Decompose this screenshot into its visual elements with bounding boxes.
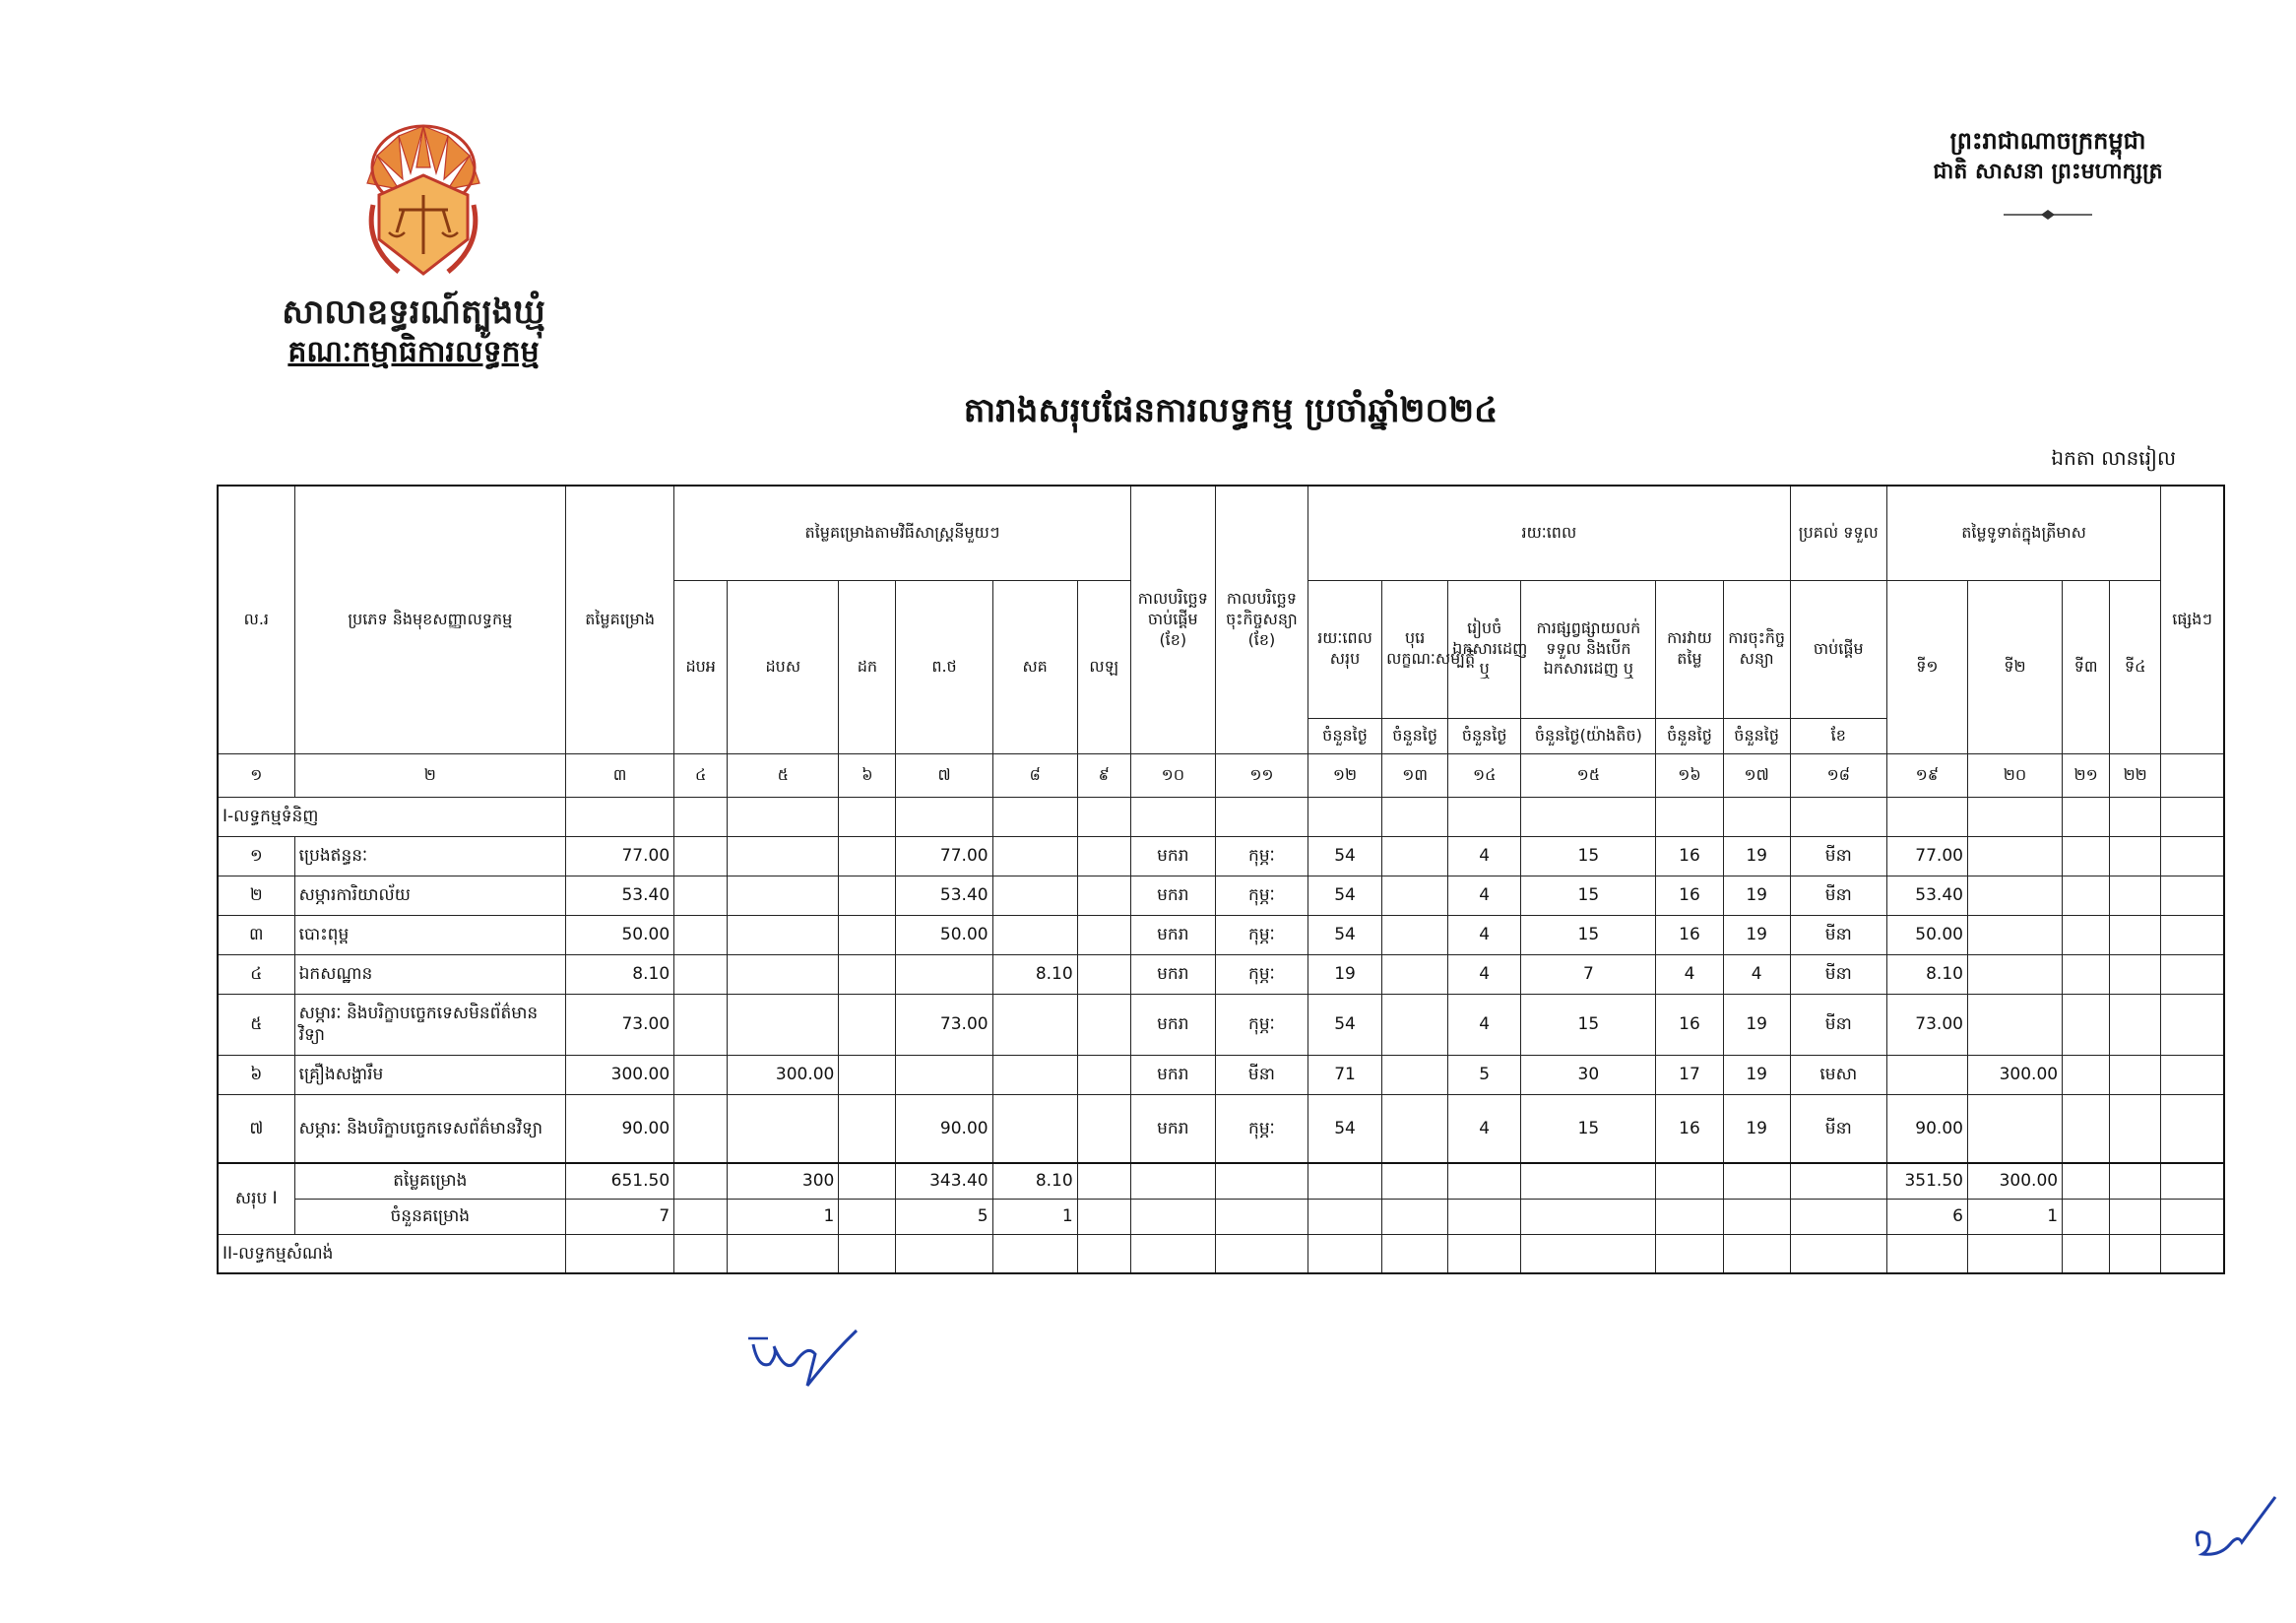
- quarter-value: [1967, 876, 2062, 915]
- start-month: មករា: [1130, 994, 1215, 1055]
- duration-days: 4: [1656, 954, 1723, 994]
- subtotal-price-method: 300: [728, 1163, 839, 1199]
- row-number: ៥: [218, 994, 294, 1055]
- col-header-unit: ចំនួនថ្ងៃ: [1448, 718, 1521, 753]
- quarter-value: 73.00: [1886, 994, 1967, 1055]
- col-header-method: សគ: [992, 580, 1077, 753]
- delivery-month: មីនា: [1790, 1094, 1886, 1163]
- col-number: ២១: [2063, 753, 2110, 797]
- col-number: ១១: [1215, 753, 1307, 797]
- start-month: មករា: [1130, 1094, 1215, 1163]
- duration-days: 15: [1521, 915, 1656, 954]
- col-header-duration: រយៈពេលសរុប: [1307, 580, 1381, 718]
- row-number: ១: [218, 836, 294, 876]
- col-header-method: ដបអ: [674, 580, 728, 753]
- contract-month: កុម្ភៈ: [1215, 994, 1307, 1055]
- quarter-value: [2110, 1094, 2161, 1163]
- duration-days: 54: [1307, 915, 1381, 954]
- method-value: [839, 1055, 896, 1094]
- method-value: [839, 994, 896, 1055]
- duration-days: 15: [1521, 836, 1656, 876]
- table-row: [218, 994, 2224, 1055]
- item-name: សម្ភារៈ និងបរិក្ខាបច្ចេកទេសព័ត៌មានវិទ្យា: [294, 1094, 565, 1163]
- start-month: មករា: [1130, 836, 1215, 876]
- method-value: [1077, 994, 1130, 1055]
- duration-days: [1382, 876, 1448, 915]
- duration-days: 4: [1448, 954, 1521, 994]
- table-row: [218, 1055, 2224, 1094]
- table-row: [218, 954, 2224, 994]
- col-header-est-price: តម្លៃគម្រោង: [566, 486, 674, 753]
- item-price: 77.00: [566, 836, 674, 876]
- method-value: [1077, 836, 1130, 876]
- duration-days: 5: [1448, 1055, 1521, 1094]
- contract-month: កុម្ភៈ: [1215, 836, 1307, 876]
- col-number: ១៦: [1656, 753, 1723, 797]
- quarter-value: [2063, 1094, 2110, 1163]
- item-name: ប្រេងឥន្ធនៈ: [294, 836, 565, 876]
- col-header-duration-group: រយៈពេល: [1307, 486, 1790, 580]
- quarter-value: [2110, 836, 2161, 876]
- duration-days: 16: [1656, 1094, 1723, 1163]
- col-header-unit: ចំនួនថ្ងៃ(យ៉ាងតិច): [1521, 718, 1656, 753]
- row-number: ២: [218, 876, 294, 915]
- method-value: [896, 1055, 992, 1094]
- col-number: ១២: [1307, 753, 1381, 797]
- subtotal-count-method: 5: [896, 1199, 992, 1234]
- subtotal-price-method: 8.10: [992, 1163, 1077, 1199]
- quarter-value: [1967, 954, 2062, 994]
- item-price: 53.40: [566, 876, 674, 915]
- quarter-value: 8.10: [1886, 954, 1967, 994]
- quarter-value: 50.00: [1886, 915, 1967, 954]
- duration-days: 30: [1521, 1055, 1656, 1094]
- org-name: សាលាឧទ្ធរណ៍ត្បូងឃ្មុំ: [282, 292, 545, 332]
- col-header-duration: ការផ្សព្វផ្សាយលក់ ទទួល និងបើកឯកសារដេញ ឬ: [1521, 580, 1656, 718]
- delivery-month: មីនា: [1790, 876, 1886, 915]
- quarter-value: [1967, 1094, 2062, 1163]
- duration-days: 17: [1656, 1055, 1723, 1094]
- method-value: [728, 954, 839, 994]
- duration-days: 16: [1656, 994, 1723, 1055]
- delivery-month: មីនា: [1790, 836, 1886, 876]
- contract-month: មីនា: [1215, 1055, 1307, 1094]
- method-value: [839, 1094, 896, 1163]
- subtotal-count-total: 7: [566, 1199, 674, 1234]
- col-number: ៤: [674, 753, 728, 797]
- subtotal-price-method: 343.40: [896, 1163, 992, 1199]
- row-number: ៧: [218, 1094, 294, 1163]
- item-price: 300.00: [566, 1055, 674, 1094]
- item-name: ឯកសណ្ឋាន: [294, 954, 565, 994]
- method-value: [839, 915, 896, 954]
- start-month: មករា: [1130, 876, 1215, 915]
- duration-days: 19: [1307, 954, 1381, 994]
- duration-days: 4: [1448, 1094, 1521, 1163]
- quarter-value: [2110, 915, 2161, 954]
- col-header-method: ព.ថ: [896, 580, 992, 753]
- subtotal-count-label: ចំនួនគម្រោង: [294, 1199, 565, 1234]
- duration-days: 16: [1656, 876, 1723, 915]
- method-value: [674, 836, 728, 876]
- col-header-method: លឡ: [1077, 580, 1130, 753]
- duration-days: 4: [1448, 876, 1521, 915]
- col-header-quarter: ទី៣: [2063, 580, 2110, 753]
- other-note: [2161, 876, 2224, 915]
- col-header-duration: រៀបចំឯកសារដេញ ឬ: [1448, 580, 1521, 718]
- duration-days: 19: [1723, 876, 1790, 915]
- delivery-month: មីនា: [1790, 915, 1886, 954]
- col-header-method: ដបស: [728, 580, 839, 753]
- col-number: ១០: [1130, 753, 1215, 797]
- method-value: 53.40: [896, 876, 992, 915]
- start-month: មករា: [1130, 915, 1215, 954]
- duration-days: [1382, 1094, 1448, 1163]
- duration-days: [1382, 915, 1448, 954]
- col-header-delivery-start: ចាប់ផ្តើម: [1790, 580, 1886, 718]
- contract-month: កុម្ភៈ: [1215, 1094, 1307, 1163]
- col-header-unit: ចំនួនថ្ងៃ: [1723, 718, 1790, 753]
- method-value: [839, 876, 896, 915]
- col-header-no: ល.រ: [218, 486, 294, 753]
- duration-days: 4: [1448, 836, 1521, 876]
- quarter-value: [2110, 876, 2161, 915]
- method-value: [1077, 876, 1130, 915]
- col-number: ១៧: [1723, 753, 1790, 797]
- quarter-value: 300.00: [1967, 1055, 2062, 1094]
- col-number: ២: [294, 753, 565, 797]
- duration-days: 16: [1656, 915, 1723, 954]
- quarter-value: 53.40: [1886, 876, 1967, 915]
- start-month: មករា: [1130, 1055, 1215, 1094]
- method-value: [992, 915, 1077, 954]
- col-header-unit: ចំនួនថ្ងៃ: [1382, 718, 1448, 753]
- row-number: ៣: [218, 915, 294, 954]
- col-number: ១៨: [1790, 753, 1886, 797]
- col-header-contract-time: កាលបរិច្ឆេទចុះកិច្ចសន្យា (ខែ): [1215, 486, 1307, 753]
- col-header-unit: ចំនួនថ្ងៃ: [1656, 718, 1723, 753]
- col-number: ៣: [566, 753, 674, 797]
- duration-days: 15: [1521, 876, 1656, 915]
- method-value: [728, 1094, 839, 1163]
- quarter-value: [2063, 876, 2110, 915]
- method-value: 73.00: [896, 994, 992, 1055]
- subtotal-count-quarter: 1: [1967, 1199, 2062, 1234]
- section-heading-goods: I-លទ្ធកម្មទំនិញ: [218, 797, 566, 836]
- method-value: [896, 954, 992, 994]
- quarter-value: [2063, 994, 2110, 1055]
- duration-days: 54: [1307, 876, 1381, 915]
- duration-days: 4: [1723, 954, 1790, 994]
- quarter-value: 90.00: [1886, 1094, 1967, 1163]
- quarter-value: 77.00: [1886, 836, 1967, 876]
- other-note: [2161, 994, 2224, 1055]
- method-value: [992, 876, 1077, 915]
- delivery-month: មីនា: [1790, 954, 1886, 994]
- col-number: ៥: [728, 753, 839, 797]
- col-header-type: ប្រភេទ និងមុខសញ្ញាលទ្ធកម្ម: [294, 486, 565, 753]
- duration-days: 54: [1307, 994, 1381, 1055]
- section-heading-construction: II-លទ្ធកម្មសំណង់: [218, 1234, 566, 1273]
- col-number: ២២: [2110, 753, 2161, 797]
- other-note: [2161, 836, 2224, 876]
- other-note: [2161, 1055, 2224, 1094]
- contract-month: កុម្ភៈ: [1215, 876, 1307, 915]
- method-value: [674, 915, 728, 954]
- document-title: តារាងសរុបផែនការលទ្ធកម្ម ប្រចាំឆ្នាំ២០២៤: [963, 391, 1499, 430]
- method-value: 300.00: [728, 1055, 839, 1094]
- method-value: [674, 1055, 728, 1094]
- signature-mark: [738, 1325, 866, 1394]
- duration-days: [1382, 1055, 1448, 1094]
- court-seal-logo: [359, 116, 487, 289]
- item-price: 8.10: [566, 954, 674, 994]
- duration-days: 54: [1307, 1094, 1381, 1163]
- method-value: [674, 1094, 728, 1163]
- subtotal-count-method: 1: [728, 1199, 839, 1234]
- method-value: [1077, 1055, 1130, 1094]
- method-value: [674, 876, 728, 915]
- duration-days: 4: [1448, 994, 1521, 1055]
- quarter-value: [1967, 915, 2062, 954]
- col-header-method: ដក: [839, 580, 896, 753]
- col-header-quarter: ទី១: [1886, 580, 1967, 753]
- org-department: គណៈកម្មាធិការលទ្ធកម្ម: [287, 335, 540, 369]
- method-value: [992, 1055, 1077, 1094]
- quarter-value: [2063, 915, 2110, 954]
- col-header-duration: ការចុះកិច្ចសន្យា: [1723, 580, 1790, 718]
- row-number: ៤: [218, 954, 294, 994]
- table-row: [218, 876, 2224, 915]
- col-header-unit: ខែ: [1790, 718, 1886, 753]
- procurement-plan-table: [217, 485, 2225, 1274]
- item-name: គ្រឿងសង្ហារឹម: [294, 1055, 565, 1094]
- quarter-value: [2063, 836, 2110, 876]
- subtotal-count-quarter: 6: [1886, 1199, 1967, 1234]
- contract-month: កុម្ភៈ: [1215, 954, 1307, 994]
- duration-days: [1382, 994, 1448, 1055]
- duration-days: 54: [1307, 836, 1381, 876]
- ornament-divider: [2004, 209, 2092, 221]
- col-number: [2161, 753, 2224, 797]
- duration-days: 7: [1521, 954, 1656, 994]
- method-value: [1077, 1094, 1130, 1163]
- method-value: [674, 954, 728, 994]
- method-value: 90.00: [896, 1094, 992, 1163]
- duration-days: [1382, 954, 1448, 994]
- method-value: [1077, 954, 1130, 994]
- quarter-value: [2110, 1055, 2161, 1094]
- method-value: 77.00: [896, 836, 992, 876]
- col-header-unit: ចំនួនថ្ងៃ: [1307, 718, 1381, 753]
- method-value: [839, 954, 896, 994]
- row-number: ៦: [218, 1055, 294, 1094]
- method-value: [728, 994, 839, 1055]
- subtotal-label: សរុប I: [218, 1163, 294, 1234]
- quarter-value: [2110, 994, 2161, 1055]
- duration-days: 16: [1656, 836, 1723, 876]
- contract-month: កុម្ភៈ: [1215, 915, 1307, 954]
- method-value: [992, 1094, 1077, 1163]
- item-price: 50.00: [566, 915, 674, 954]
- duration-days: 15: [1521, 1094, 1656, 1163]
- subtotal-price-label: តម្លៃគម្រោង: [294, 1163, 565, 1199]
- method-value: [728, 915, 839, 954]
- table-row: [218, 1094, 2224, 1163]
- duration-days: 19: [1723, 836, 1790, 876]
- col-number: ៩: [1077, 753, 1130, 797]
- method-value: [728, 876, 839, 915]
- col-number: ៧: [896, 753, 992, 797]
- quarter-value: [1967, 836, 2062, 876]
- col-number: ១: [218, 753, 294, 797]
- method-value: [992, 836, 1077, 876]
- table-row: [218, 836, 2224, 876]
- quarter-value: [1886, 1055, 1967, 1094]
- col-number: ៨: [992, 753, 1077, 797]
- delivery-month: មីនា: [1790, 994, 1886, 1055]
- currency-unit: ឯកតា លានរៀល: [2051, 446, 2176, 470]
- delivery-month: មេសា: [1790, 1055, 1886, 1094]
- duration-days: 19: [1723, 915, 1790, 954]
- col-number: ១៥: [1521, 753, 1656, 797]
- col-number: ៦: [839, 753, 896, 797]
- subtotal-price-quarter: 300.00: [1967, 1163, 2062, 1199]
- quarter-value: [2063, 954, 2110, 994]
- duration-days: 19: [1723, 1055, 1790, 1094]
- col-header-start-time: កាលបរិច្ឆេទចាប់ផ្តើម (ខែ): [1130, 486, 1215, 753]
- initial-mark: [2191, 1487, 2279, 1561]
- duration-days: 15: [1521, 994, 1656, 1055]
- quarter-value: [1967, 994, 2062, 1055]
- start-month: មករា: [1130, 954, 1215, 994]
- method-value: [674, 994, 728, 1055]
- quarter-value: [2110, 954, 2161, 994]
- method-value: 8.10: [992, 954, 1077, 994]
- col-number: ១៩: [1886, 753, 1967, 797]
- subtotal-price-quarter: 351.50: [1886, 1163, 1967, 1199]
- method-value: [1077, 915, 1130, 954]
- method-value: [992, 994, 1077, 1055]
- col-number: ១៣: [1382, 753, 1448, 797]
- subtotal-count-method: 1: [992, 1199, 1077, 1234]
- col-number: ២០: [1967, 753, 2062, 797]
- col-header-quarter: ទី៤: [2110, 580, 2161, 753]
- col-header-quarter: ទី២: [1967, 580, 2062, 753]
- col-header-duration: ការវាយតម្លៃ: [1656, 580, 1723, 718]
- subtotal-price-total: 651.50: [566, 1163, 674, 1199]
- other-note: [2161, 915, 2224, 954]
- method-value: [839, 836, 896, 876]
- duration-days: 19: [1723, 994, 1790, 1055]
- kingdom-heading: ព្រះរាជាណាចក្រកម្ពុជា: [1949, 127, 2146, 155]
- col-number: ១៤: [1448, 753, 1521, 797]
- item-name: សម្ភារការិយាល័យ: [294, 876, 565, 915]
- table-row: [218, 915, 2224, 954]
- duration-days: 19: [1723, 1094, 1790, 1163]
- method-value: [728, 836, 839, 876]
- item-price: 90.00: [566, 1094, 674, 1163]
- col-header-delivery-group: ប្រគល់ ទទួល: [1790, 486, 1886, 580]
- other-note: [2161, 1094, 2224, 1163]
- quarter-value: [2063, 1055, 2110, 1094]
- duration-days: 4: [1448, 915, 1521, 954]
- col-header-quarters-group: តម្លៃទូទាត់ក្នុងត្រីមាស: [1886, 486, 2160, 580]
- col-header-method-group: តម្លៃគម្រោងតាមវិធីសាស្ត្រនីមួយៗ: [674, 486, 1131, 580]
- national-motto: ជាតិ សាសនា ព្រះមហាក្សត្រ: [1933, 160, 2163, 184]
- item-price: 73.00: [566, 994, 674, 1055]
- item-name: សម្ភារៈ និងបរិក្ខាបច្ចេកទេសមិនព័ត៌មានវិទ្យា: [294, 994, 565, 1055]
- duration-days: 71: [1307, 1055, 1381, 1094]
- duration-days: [1382, 836, 1448, 876]
- col-header-duration: បុរេលក្ខណៈសម្បត្តិ: [1382, 580, 1448, 718]
- col-header-other: ផ្សេងៗ: [2161, 486, 2224, 753]
- item-name: បោះពុម្ព: [294, 915, 565, 954]
- method-value: 50.00: [896, 915, 992, 954]
- other-note: [2161, 954, 2224, 994]
